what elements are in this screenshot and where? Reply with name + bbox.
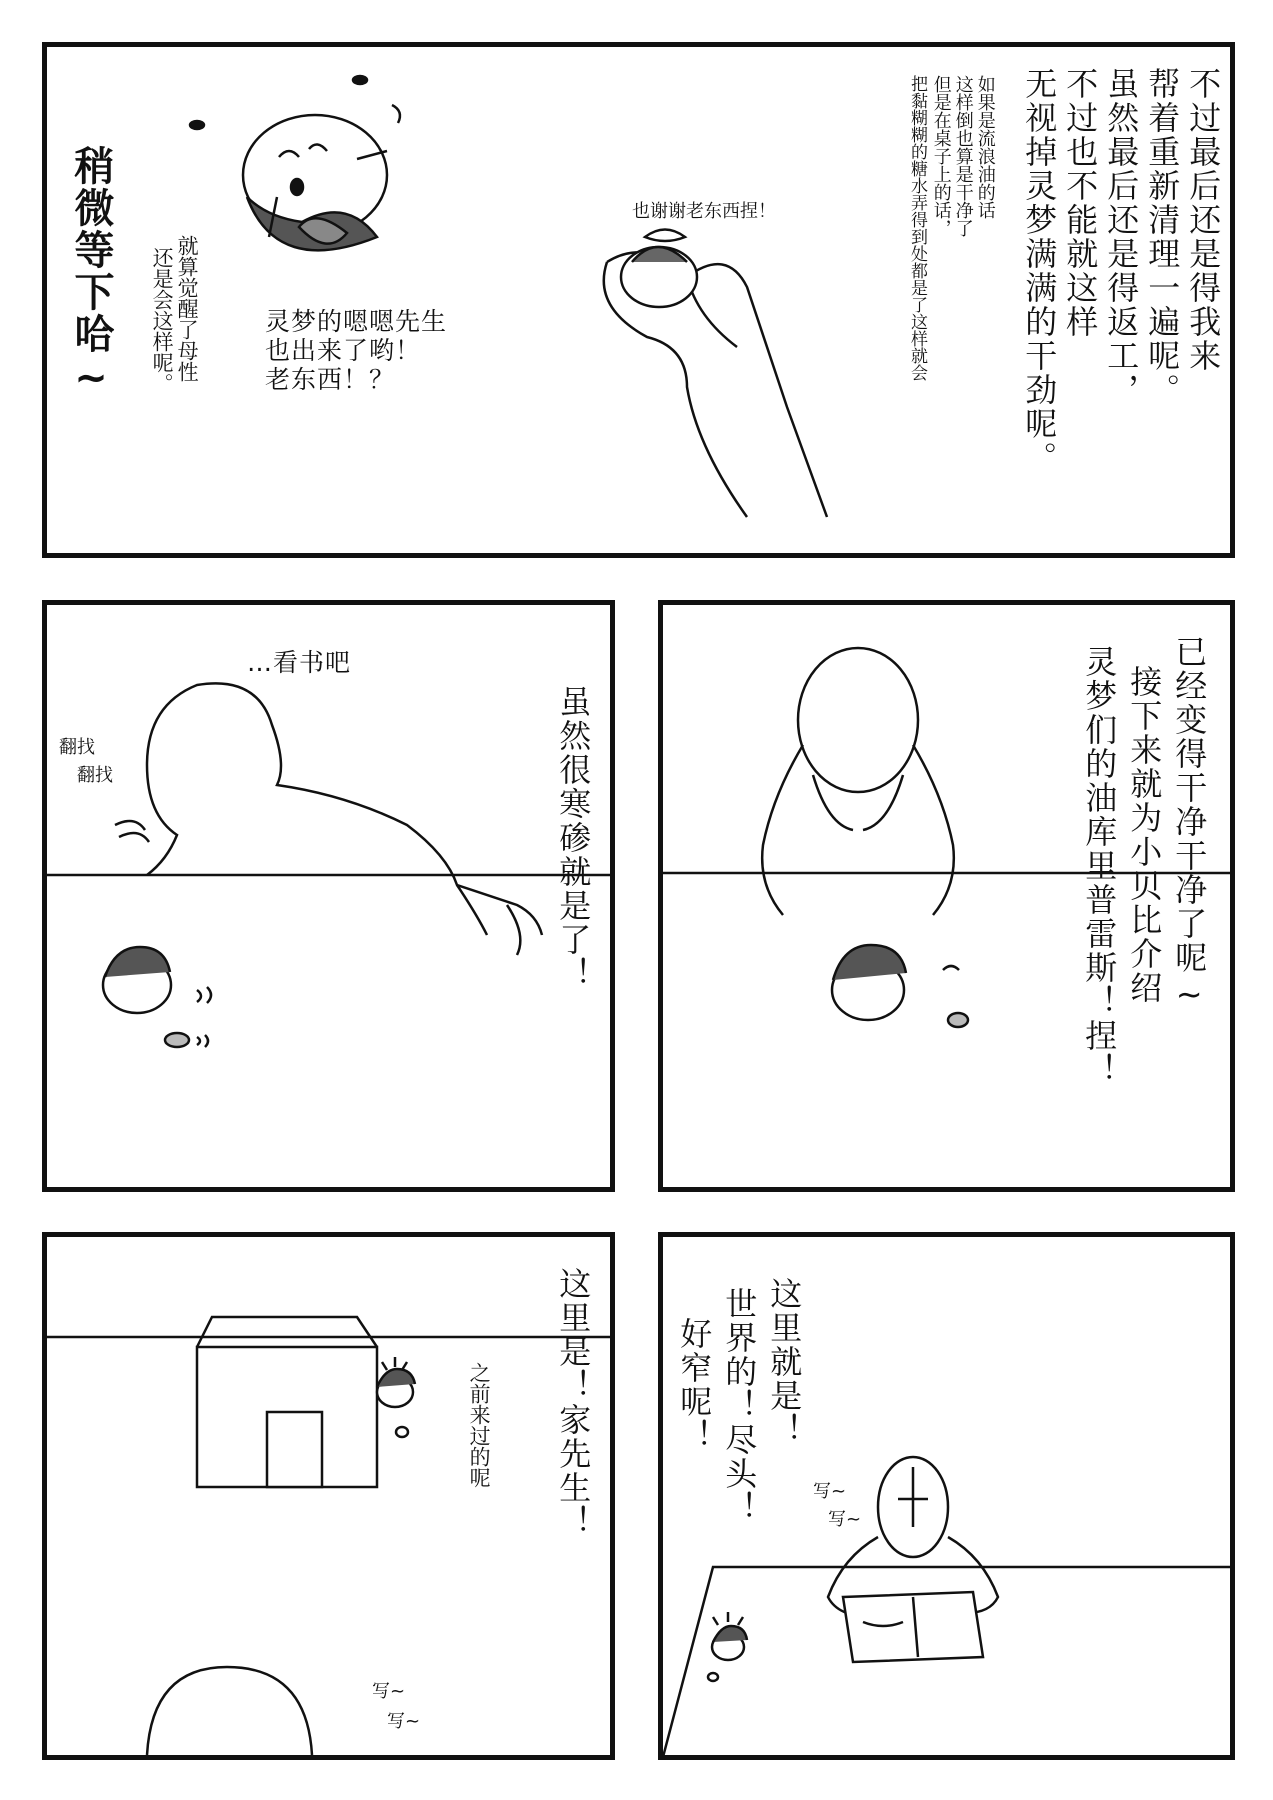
before-caption: 之前来过的呢 [467,1362,492,1488]
mother-caption-line-2: 还是会这样呢。 [150,247,175,394]
dialog-line-3: 老东西！？ [265,365,396,394]
panel-4 [42,1232,615,1760]
lonely-caption: 虽然很寒碜就是了！ [554,685,593,991]
main-caption-line-1: 不过最后还是得我来 [1184,67,1223,373]
panel-5 [658,1232,1235,1760]
write-sfx-2: 写~ [828,1509,862,1530]
oil-caption-line-2: 这样倒也算是干净了 [952,75,974,237]
hand-wiping-drawing [604,230,827,518]
caption-line-2: 接下来就为小贝比介绍 [1125,665,1164,1005]
yukkuri-drawing [708,1612,747,1681]
panel-2-art [47,605,610,1187]
person-searching-drawing [47,683,610,955]
box-house-drawing [47,1317,610,1755]
caption-line-3: 灵梦们的油库里普雷斯！捏！ [1080,645,1119,1087]
search-sfx-1: 翻找 [59,737,95,758]
panel-2 [42,600,615,1192]
caption-line-2: 世界的！尽头！ [720,1287,759,1525]
search-sfx-2: 翻找 [77,765,113,786]
caption-line-1: 已经变得干净干净了呢~ [1170,635,1209,1015]
write-sfx-1: 写~ [813,1481,847,1502]
yukkuri-drawing [377,1357,415,1437]
main-caption-line-3: 虽然最后还是得返工， [1102,67,1141,407]
dialog-line-2: 也出来了哟！ [265,336,422,365]
flipped-yukkuri-drawing [190,76,400,250]
main-caption-line-4: 不过也不能就这样 [1061,67,1100,339]
oil-caption-line-1: 如果是流浪油的话 [974,75,996,219]
write-sfx-2: 写~ [387,1711,421,1732]
main-caption-line-2: 帮着重新清理一遍呢。 [1143,67,1182,407]
home-caption: 这里是！家先生！ [554,1267,593,1539]
panel-4-art [47,1237,610,1755]
caption-line-1: 这里就是！ [765,1277,804,1447]
main-caption-line-5: 无视掉灵梦满满的干劲呢。 [1020,67,1059,475]
yukkuri-drawing [832,945,968,1027]
wait-caption: 稍微等下哈~ [68,145,114,403]
thanks-speech: 也谢谢老东西捏！ [632,201,776,222]
caption-line-3: 好窄呢！ [675,1317,714,1453]
yukkuri-drawing [103,947,211,1047]
oil-caption-line-3: 但是在桌子上的话， [930,75,952,237]
panel-1 [42,42,1235,558]
panel-3 [658,600,1235,1192]
oil-caption-line-4: 把黏糊糊的糖水弄得到处都是了这样就会 [907,75,927,381]
mother-caption-line-1: 就算觉醒了母性 [175,235,200,382]
write-sfx-1: 写~ [372,1681,406,1702]
dialog-line-1: 灵梦的嗯嗯先生 [265,307,448,336]
read-speech: …看书吧 [247,648,352,677]
